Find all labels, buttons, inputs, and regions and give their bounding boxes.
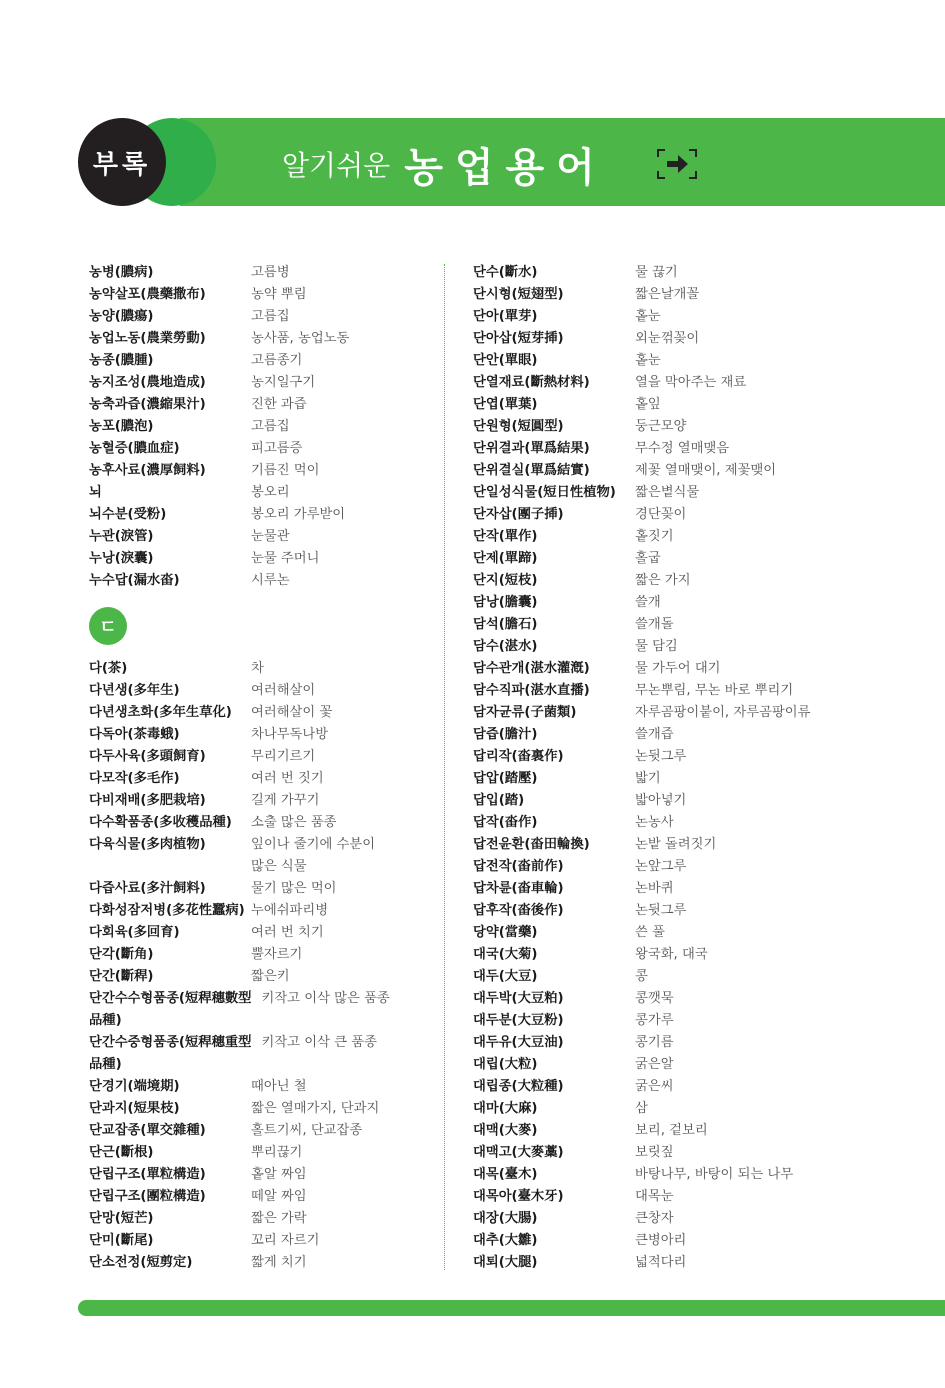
glossary-term: 단근(斷根) (89, 1145, 154, 1160)
glossary-entry (473, 372, 810, 394)
glossary-term: 농약살포(農藥撒布) (89, 287, 206, 302)
glossary-term: 단간수중형품종(短稈穗重型 (89, 1035, 252, 1050)
glossary-definition: 삼 (635, 1101, 648, 1116)
glossary-definition: 홀트기씨, 단교잡종 (251, 1123, 363, 1138)
glossary-entry (473, 1252, 810, 1274)
glossary-term: 대립(大粒) (473, 1057, 538, 1072)
glossary-term: 단소전정(短剪定) (89, 1255, 193, 1270)
glossary-definition: 굵은알 (635, 1057, 674, 1072)
glossary-entry (473, 592, 810, 614)
glossary-term: 단열재료(斷熱材料) (473, 375, 590, 390)
glossary-entry (473, 1010, 810, 1032)
glossary-term: 답입(踏) (473, 793, 525, 808)
glossary-term: 品種) (89, 1057, 122, 1072)
glossary-term: 단미(斷尾) (89, 1233, 154, 1248)
glossary-term: 답전윤환(畓田輪換) (473, 837, 590, 852)
glossary-definition: 물 끊기 (635, 265, 678, 280)
glossary-entry (89, 1098, 390, 1120)
glossary-entry (473, 1120, 810, 1142)
glossary-definition: 떼알 짜임 (251, 1189, 307, 1204)
glossary-definition: 콩기름 (635, 1035, 674, 1050)
glossary-entry (89, 306, 390, 328)
glossary-definition: 농약 뿌림 (251, 287, 307, 302)
glossary-term: 단교잡종(單交雜種) (89, 1123, 206, 1138)
glossary-definition: 고름집 (251, 309, 290, 324)
glossary-term: 단망(短芒) (89, 1211, 154, 1226)
glossary-term: 누낭(淚囊) (89, 551, 154, 566)
glossary-term: 단일성식물(短日性植物) (473, 485, 616, 500)
glossary-entry (89, 724, 390, 746)
glossary-definition: 키작고 이삭 큰 품종 (261, 1035, 377, 1050)
glossary-definition: 꼬리 자르기 (251, 1233, 320, 1248)
glossary-entry (89, 790, 390, 812)
glossary-definition: 차나무독나방 (251, 727, 329, 742)
glossary-term: 다화성잠저병(多花性蠶病) (89, 903, 245, 918)
glossary-entry (473, 1032, 810, 1054)
glossary-definition: 뿔자르기 (251, 947, 303, 962)
glossary-definition: 봉오리 가루받이 (251, 507, 346, 522)
glossary-definition: 여러해살이 (251, 683, 316, 698)
glossary-term: 답작(畓作) (473, 815, 538, 830)
glossary-entry (473, 614, 810, 636)
glossary-entry (89, 482, 390, 504)
glossary-left-column (89, 262, 390, 1274)
glossary-term: 단위결과(單爲結果) (473, 441, 590, 456)
glossary-term: 단간수수형품종(短稈穗數型 (89, 991, 252, 1006)
glossary-term: 뇌수분(受粉) (89, 507, 167, 522)
glossary-term: 다육식물(多肉植物) (89, 837, 206, 852)
glossary-definition: 논앞그루 (635, 859, 687, 874)
glossary-term: 대마(大麻) (473, 1101, 538, 1116)
glossary-term: 다회육(多回育) (89, 925, 180, 940)
glossary-term: 단지(短枝) (473, 573, 538, 588)
glossary-entry (473, 1164, 810, 1186)
glossary-list-n (89, 262, 390, 592)
glossary-entry (473, 548, 810, 570)
glossary-term: 답전작(畓前作) (473, 859, 564, 874)
glossary-entry (89, 438, 390, 460)
glossary-definition: 키작고 이삭 많은 품종 (261, 991, 390, 1006)
glossary-entry (89, 768, 390, 790)
glossary-term: 다수확품종(多收穫品種) (89, 815, 232, 830)
glossary-term: 대국(大菊) (473, 947, 538, 962)
glossary-entry (473, 944, 810, 966)
glossary-term: 대두(大豆) (473, 969, 538, 984)
glossary-term: 대목아(臺木牙) (473, 1189, 564, 1204)
glossary-term: 다두사육(多頭飼育) (89, 749, 206, 764)
glossary-term: 단경기(端境期) (89, 1079, 180, 1094)
glossary-term: 당약(當藥) (473, 925, 538, 940)
glossary-term: 다(茶) (89, 661, 128, 676)
page-subtitle: 알기쉬운 (282, 149, 391, 182)
glossary-definition: 고름병 (251, 265, 290, 280)
glossary-definition: 홑눈 (635, 309, 661, 324)
glossary-entry (473, 768, 810, 790)
page-title (282, 140, 607, 191)
glossary-entry (89, 284, 390, 306)
glossary-definition: 무논뿌림, 무논 바로 뿌리기 (635, 683, 794, 698)
glossary-entry (89, 1186, 390, 1208)
glossary-term: 다즙사료(多汁飼料) (89, 881, 206, 896)
glossary-entry (473, 504, 810, 526)
glossary-term: 단각(斷角) (89, 947, 154, 962)
glossary-entry (473, 1142, 810, 1164)
glossary-entry (89, 878, 390, 900)
glossary-entry (473, 1186, 810, 1208)
glossary-term (89, 856, 251, 878)
glossary-entry (473, 1098, 810, 1120)
glossary-entry (473, 658, 810, 680)
glossary-definition: 피고름증 (251, 441, 303, 456)
glossary-definition: 시루논 (251, 573, 290, 588)
glossary-definition: 기름진 먹이 (251, 463, 320, 478)
glossary-definition: 차 (251, 661, 264, 676)
glossary-term: 대두분(大豆粉) (473, 1013, 564, 1028)
glossary-term: 누수답(漏水畓) (89, 573, 180, 588)
glossary-definition: 짧게 치기 (251, 1255, 307, 1270)
glossary-definition: 쓸개 (635, 595, 661, 610)
glossary-definition: 뿌리끊기 (251, 1145, 303, 1160)
glossary-entry (473, 790, 810, 812)
glossary-definition: 많은 식물 (251, 859, 307, 874)
glossary-definition: 고름종기 (251, 353, 303, 368)
glossary-entry (473, 284, 810, 306)
page-main-title: 농업용어 (404, 144, 607, 191)
glossary-definition: 논농사 (635, 815, 674, 830)
glossary-entry (473, 988, 810, 1010)
glossary-entry (89, 416, 390, 438)
glossary-term: 농축과즙(濃縮果汁) (89, 397, 206, 412)
glossary-entry (473, 526, 810, 548)
glossary-definition: 대목눈 (635, 1189, 674, 1204)
glossary-definition: 열을 막아주는 재료 (635, 375, 747, 390)
glossary-term: 담자균류(子菌類) (473, 705, 577, 720)
glossary-term: 단립구조(單粒構造) (89, 1167, 206, 1182)
glossary-entry (473, 262, 810, 284)
glossary-right-column (473, 262, 810, 1274)
glossary-term: 담즙(膽汁) (473, 727, 538, 742)
glossary-definition: 왕국화, 대국 (635, 947, 708, 962)
glossary-entry (89, 394, 390, 416)
glossary-term: 단제(單蹄) (473, 551, 538, 566)
glossary-entry (89, 262, 390, 284)
glossary-definition: 물 담김 (635, 639, 678, 654)
glossary-entry (473, 1054, 810, 1076)
glossary-definition: 자루곰팡이붙이, 자루곰팡이류 (635, 705, 811, 720)
glossary-term: 답압(踏壓) (473, 771, 538, 786)
glossary-term: 농포(膿泡) (89, 419, 154, 434)
glossary-term: 답리작(畓裏作) (473, 749, 564, 764)
glossary-entry (473, 438, 810, 460)
glossary-entry (89, 658, 390, 680)
glossary-definition: 누에쉬파리병 (251, 903, 329, 918)
glossary-entry (89, 680, 390, 702)
glossary-entry (89, 900, 390, 922)
section-badge: ㄷ (89, 607, 127, 645)
glossary-definition: 길게 가꾸기 (251, 793, 320, 808)
column-divider (444, 264, 445, 1270)
glossary-entry (473, 878, 810, 900)
glossary-definition: 봉오리 (251, 485, 290, 500)
glossary-term: 농양(膿瘍) (89, 309, 154, 324)
glossary-definition: 짧은 가지 (635, 573, 691, 588)
glossary-list-d (89, 658, 390, 1274)
glossary-entry (473, 636, 810, 658)
glossary-term: 다년생초화(多年生草化) (89, 705, 232, 720)
glossary-term: 단수(斷水) (473, 265, 538, 280)
glossary-list-d-continued (473, 262, 810, 1274)
glossary-entry (473, 834, 810, 856)
glossary-definition: 밟아넣기 (635, 793, 687, 808)
glossary-term: 농혈증(膿血症) (89, 441, 180, 456)
glossary-entry (89, 460, 390, 482)
glossary-entry (89, 372, 390, 394)
glossary-entry (89, 922, 390, 944)
glossary-definition: 보리, 겉보리 (635, 1123, 708, 1138)
glossary-term: 대두유(大豆油) (473, 1035, 564, 1050)
glossary-definition: 홑짓기 (635, 529, 674, 544)
glossary-definition: 무수정 열매맺음 (635, 441, 730, 456)
glossary-definition: 짧은 열매가지, 단과지 (251, 1101, 380, 1116)
glossary-term: 단아삽(短芽揷) (473, 331, 564, 346)
glossary-entry (473, 350, 810, 372)
glossary-definition: 굵은씨 (635, 1079, 674, 1094)
glossary-entry (89, 988, 390, 1010)
glossary-entry (473, 900, 810, 922)
glossary-entry (473, 394, 810, 416)
glossary-definition: 여러 번 치기 (251, 925, 324, 940)
glossary-entry (473, 570, 810, 592)
glossary-entry (473, 1230, 810, 1252)
glossary-term: 농지조성(農地造成) (89, 375, 206, 390)
glossary-term: 단작(單作) (473, 529, 538, 544)
glossary-entry (89, 1076, 390, 1098)
glossary-entry (89, 526, 390, 548)
glossary-term: 대장(大腸) (473, 1211, 538, 1226)
glossary-term: 대립종(大粒種) (473, 1079, 564, 1094)
glossary-entry (89, 1032, 390, 1054)
glossary-term: 담석(膽石) (473, 617, 538, 632)
appendix-badge: 부록 (92, 149, 152, 180)
glossary-entry (89, 1142, 390, 1164)
glossary-definition: 진한 과즙 (251, 397, 307, 412)
glossary-definition: 농지일구기 (251, 375, 316, 390)
footer-bar (78, 1300, 945, 1316)
glossary-term: 단원형(短圓型) (473, 419, 564, 434)
glossary-term: 다비재배(多肥栽培) (89, 793, 206, 808)
glossary-entry (89, 328, 390, 350)
glossary-definition: 둥근모양 (635, 419, 687, 434)
glossary-entry (89, 1010, 390, 1032)
glossary-entry (89, 1054, 390, 1076)
glossary-entry (473, 724, 810, 746)
glossary-term: 단엽(單葉) (473, 397, 538, 412)
glossary-definition: 물 가두어 대기 (635, 661, 721, 676)
glossary-definition: 쓴 풀 (635, 925, 665, 940)
glossary-entry (89, 1208, 390, 1230)
glossary-entry (89, 1252, 390, 1274)
glossary-entry (89, 856, 390, 878)
glossary-term: 단간(斷稈) (89, 969, 154, 984)
glossary-definition: 논바퀴 (635, 881, 674, 896)
glossary-term: 대추(大雛) (473, 1233, 538, 1248)
glossary-term: 단안(單眼) (473, 353, 538, 368)
glossary-definition: 고름집 (251, 419, 290, 434)
glossary-definition: 바탕나무, 바탕이 되는 나무 (635, 1167, 794, 1182)
glossary-entry (89, 1230, 390, 1252)
glossary-entry (473, 922, 810, 944)
glossary-term: 다독아(茶毒蛾) (89, 727, 180, 742)
glossary-entry (473, 482, 810, 504)
glossary-definition: 소출 많은 품종 (251, 815, 337, 830)
glossary-term: 뇌 (89, 485, 102, 500)
glossary-term: 단아(單芽) (473, 309, 538, 324)
glossary-term: 누관(淚管) (89, 529, 154, 544)
glossary-term: 담수관개(湛水灌漑) (473, 661, 590, 676)
glossary-entry (473, 460, 810, 482)
glossary-term: 대퇴(大腿) (473, 1255, 538, 1270)
glossary-entry (473, 416, 810, 438)
glossary-definition: 쓸개즙 (635, 727, 674, 742)
glossary-entry (473, 306, 810, 328)
glossary-term: 단과지(短果枝) (89, 1101, 180, 1116)
glossary-entry (473, 328, 810, 350)
glossary-entry (473, 966, 810, 988)
glossary-definition: 넓적다리 (635, 1255, 687, 1270)
glossary-definition: 제꽃 열매맺이, 제꽃맺이 (635, 463, 777, 478)
glossary-entry (473, 856, 810, 878)
glossary-entry (89, 746, 390, 768)
glossary-entry (89, 350, 390, 372)
glossary-entry (89, 702, 390, 724)
glossary-definition: 큰병아리 (635, 1233, 687, 1248)
glossary-definition: 짧은 가락 (251, 1211, 307, 1226)
glossary-term: 담낭(膽囊) (473, 595, 538, 610)
glossary-entry (473, 1076, 810, 1098)
glossary-definition: 물기 많은 먹이 (251, 881, 337, 896)
glossary-term: 농후사료(濃厚飼料) (89, 463, 206, 478)
glossary-entry (89, 834, 390, 856)
glossary-definition: 여러 번 짓기 (251, 771, 324, 786)
glossary-entry (473, 702, 810, 724)
glossary-term: 단위결실(單爲結實) (473, 463, 590, 478)
glossary-term: 농병(膿病) (89, 265, 154, 280)
glossary-entry (473, 680, 810, 702)
glossary-entry (473, 1208, 810, 1230)
glossary-entry (89, 1120, 390, 1142)
glossary-definition: 여러해살이 꽃 (251, 705, 333, 720)
glossary-entry (89, 944, 390, 966)
glossary-entry (89, 504, 390, 526)
glossary-term: 담수직파(湛水直播) (473, 683, 590, 698)
arrow-right-icon (656, 148, 698, 180)
glossary-term: 대두박(大豆粕) (473, 991, 564, 1006)
glossary-definition: 잎이나 줄기에 수분이 (251, 837, 376, 852)
glossary-term: 농업노동(農業勞動) (89, 331, 206, 346)
glossary-definition: 콩가루 (635, 1013, 674, 1028)
glossary-entry (89, 548, 390, 570)
glossary-definition: 짧은볕식물 (635, 485, 700, 500)
glossary-entry (89, 570, 390, 592)
glossary-term: 대맥(大麥) (473, 1123, 538, 1138)
glossary-term: 단자삽(團子揷) (473, 507, 564, 522)
glossary-definition: 콩깻묵 (635, 991, 674, 1006)
glossary-definition: 때아닌 철 (251, 1079, 307, 1094)
glossary-definition: 외눈꺾꽂이 (635, 331, 700, 346)
glossary-definition: 짧은키 (251, 969, 290, 984)
glossary-term: 다년생(多年生) (89, 683, 180, 698)
glossary-definition: 콩 (635, 969, 648, 984)
glossary-term: 대맥고(大麥藁) (473, 1145, 564, 1160)
glossary-definition: 농사품, 농업노동 (251, 331, 350, 346)
glossary-term: 농종(膿腫) (89, 353, 154, 368)
glossary-term: 답차륜(畓車輪) (473, 881, 564, 896)
glossary-definition: 무리기르기 (251, 749, 316, 764)
glossary-definition: 홑눈 (635, 353, 661, 368)
glossary-definition: 짧은날개꼴 (635, 287, 700, 302)
glossary-definition: 홀굽 (635, 551, 661, 566)
glossary-definition: 경단꽂이 (635, 507, 687, 522)
glossary-term: 단시형(短翅型) (473, 287, 564, 302)
glossary-definition: 눈물 주머니 (251, 551, 320, 566)
glossary-entry (473, 812, 810, 834)
glossary-term: 답후작(畓後作) (473, 903, 564, 918)
glossary-definition: 논밭 돌려짓기 (635, 837, 717, 852)
glossary-term: 다모작(多毛作) (89, 771, 180, 786)
glossary-term: 담수(湛水) (473, 639, 538, 654)
glossary-entry (89, 812, 390, 834)
glossary-term: 단립구조(團粒構造) (89, 1189, 206, 1204)
glossary-entry (89, 966, 390, 988)
glossary-definition: 쓸개돌 (635, 617, 674, 632)
glossary-term: 品種) (89, 1013, 122, 1028)
glossary-definition: 논뒷그루 (635, 749, 687, 764)
glossary-definition: 보릿짚 (635, 1145, 674, 1160)
glossary-definition: 홑알 짜임 (251, 1167, 307, 1182)
glossary-entry (473, 746, 810, 768)
glossary-term: 대목(臺木) (473, 1167, 538, 1182)
glossary-definition: 논뒷그루 (635, 903, 687, 918)
glossary-definition: 밟기 (635, 771, 661, 786)
glossary-definition: 큰창자 (635, 1211, 674, 1226)
glossary-entry (89, 1164, 390, 1186)
glossary-definition: 눈물관 (251, 529, 290, 544)
glossary-definition: 홑잎 (635, 397, 661, 412)
